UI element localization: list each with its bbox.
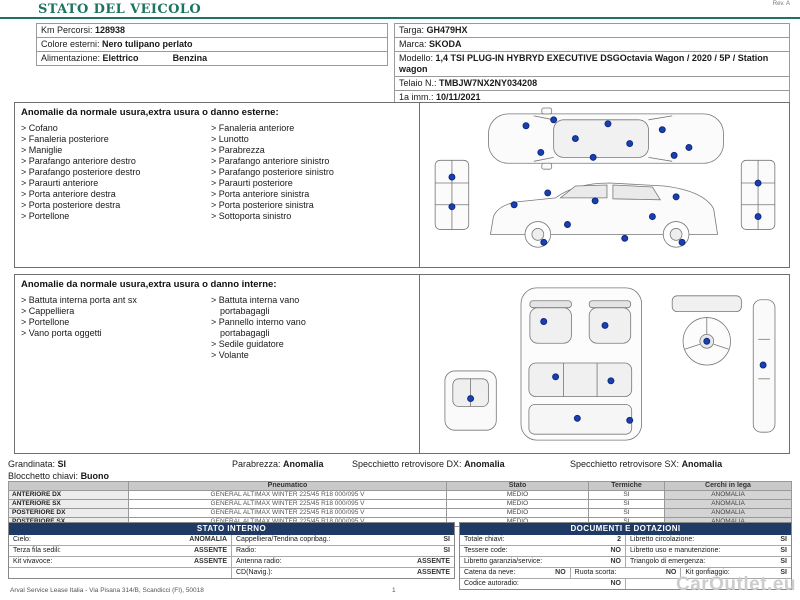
status-value: Anomalia [681,459,723,469]
tires-header-cell: Pneumatico [129,482,447,491]
anomaly-item: > Lunotto [211,134,249,144]
info-row [37,52,387,65]
pair-cell [9,557,231,567]
damage-dot [572,136,578,142]
damage-dot [673,194,679,200]
anomaly-item: > Sedile guidatore [211,339,284,349]
field-label: Targa: [399,25,427,35]
damage-dot [511,202,517,208]
field-label: Telaio N.: [399,78,440,88]
interior-car-diagram [427,280,783,448]
pair-value: SI [780,558,787,565]
pair-label: Triangolo di emergenza: [630,558,706,565]
pair-row [9,535,454,546]
damage-dot [537,149,543,155]
pair-cell [460,568,570,578]
damage-dot [605,121,611,127]
pair-value: SI [780,536,787,543]
pair-value: NO [555,569,566,576]
anomaly-item: > Paraurti posteriore [211,178,293,188]
pair-row [460,546,791,557]
pair-cell [9,568,231,578]
pair-cell [9,546,231,556]
stato-interno-title: STATO INTERNO [9,523,454,535]
pair-cell [460,579,625,589]
status-summary [8,459,792,481]
pair-row [460,535,791,546]
exterior-anomalies-title: Anomalie da normale usura,extra usura o danno esterne: [21,107,279,118]
field-label: Alimentazione: [41,53,103,63]
pair-label: Totale chiavi: [464,536,505,543]
footer-page-number: 1 [392,587,396,594]
tires-table [8,481,792,527]
anomaly-item: > Paraurti anteriore [21,178,99,188]
tires-header-cell: Stato [447,482,589,491]
pair-value: ASSENTE [416,569,450,576]
pair-cell [625,535,791,545]
damage-dot [679,239,685,245]
tire-cell: ANOMALIA [665,500,792,509]
interior-anomalies-list [15,275,419,453]
pair-value: ASSENTE [193,547,227,554]
damage-dot [448,204,454,210]
tire-row [9,491,792,500]
status-item [232,459,352,469]
pair-value: SI [780,569,788,576]
status-label: Specchietto retrovisore SX: [570,459,682,469]
status-line [8,459,792,469]
pair-value: NO [665,569,677,576]
damage-dot [649,214,655,220]
damage-dot [552,374,558,380]
status-item [8,459,232,469]
tire-cell: ANOMALIA [665,509,792,518]
status-label: Parabrezza: [232,459,284,469]
pair-value: SI [780,547,787,554]
tire-cell: GENERAL ALTIMAX WINTER 225/45 R18 000/095 V [129,509,447,518]
pair-value: ASSENTE [416,558,450,565]
damage-dot [607,378,613,384]
pair-value: NO [610,547,621,554]
pair-label: Radio: [236,547,257,554]
interior-col1 [21,295,211,361]
tire-cell: POSTERIORE DX [9,509,129,518]
field-value: Nero tulipano perlato [102,39,193,49]
anomaly-item: > Porta posteriore sinistra [211,200,314,210]
footer-address: Arval Service Lease Italia - Via Pisana 314/B, Scandicci (FI), 50018 [10,587,204,594]
status-label: Blocchetto chiavi: [8,471,79,481]
tire-row [9,500,792,509]
pair-cell [625,546,791,556]
damage-dot [626,141,632,147]
info-row [395,77,789,91]
info-row [37,24,387,38]
status-value: Anomalia [464,459,505,469]
tire-cell: ANTERIORE SX [9,500,129,509]
field-label: 1a imm.: [399,92,437,102]
anomaly-item: > Parafango anteriore destro [21,156,136,166]
info-row [395,24,789,38]
pair-value: ASSENTE [193,558,227,565]
exterior-car-diagram [427,106,783,264]
damage-dot [685,145,691,151]
pair-row [9,546,454,557]
anomaly-item: > Pannello interno vano portabagagli [211,317,306,338]
anomaly-item: > Maniglie [21,145,63,155]
tire-cell: ANTERIORE DX [9,491,129,500]
tire-cell: MEDIO [447,500,589,509]
anomaly-item: > Battuta interna porta ant sx [21,295,137,305]
anomaly-item: > Porta anteriore destra [21,189,116,199]
pair-cell [625,557,791,567]
damage-dot [671,152,677,158]
anomaly-item: > Parabrezza [211,145,265,155]
pair-row [9,557,454,568]
status-value: SI [57,459,67,469]
tires-table-head-row [9,482,792,491]
pair-label: Antenna radio: [236,558,282,565]
anomaly-item: > Portellone [21,211,70,221]
anomaly-item: > Cappelliera [21,306,75,316]
damage-dot [592,198,598,204]
pair-label: Kit vivavoce: [13,558,53,565]
damage-dot [574,415,580,421]
pair-cell [570,568,681,578]
field-value: SKODA [429,39,462,49]
status-item [352,459,570,469]
status-item [570,459,722,469]
tire-cell: GENERAL ALTIMAX WINTER 225/45 R18 000/095 V [129,491,447,500]
pair-label: Kit gonfiaggio: [685,569,730,576]
anomaly-item: > Battuta interna vano portabagagli [211,295,300,316]
pair-cell [460,535,625,545]
anomaly-item: > Cofano [21,123,58,133]
pair-label: Tessere code: [464,547,508,554]
anomaly-item: > Porta posteriore destra [21,200,121,210]
pair-row [460,557,791,568]
vehicle-info-left [36,23,388,66]
damage-dot [564,222,570,228]
field-label: Km Percorsi: [41,25,96,35]
tires-header-cell: Cerchi in lega [665,482,792,491]
field-value: 128938 [95,25,126,35]
damage-dot [659,127,665,133]
vehicle-info-right [394,23,790,105]
tire-row [9,509,792,518]
interior-col2 [211,295,351,361]
pair-cell [231,546,454,556]
status-line-2 [8,471,792,481]
interior-anomalies-box [14,274,790,454]
anomaly-item: > Volante [211,350,249,360]
pair-value: NO [610,558,621,565]
damage-dot [540,239,546,245]
exterior-anomalies-list [15,103,419,267]
damage-dot [448,174,454,180]
info-row [395,52,789,77]
tire-cell: SI [589,491,665,500]
interior-diagram-panel [419,275,789,453]
anomaly-item: > Portellone [21,317,70,327]
damage-dot [755,214,761,220]
pair-label: Ruota scorta: [574,569,617,576]
damage-dot [540,319,546,325]
exterior-col2 [211,123,401,222]
documenti-title: DOCUMENTI E DOTAZIONI [460,523,791,535]
tires-header-cell [9,482,129,491]
interior-anomalies-title: Anomalie da normale usura,extra usura o danno interne: [21,279,277,290]
pair-label: Catena da neve: [464,569,516,576]
report-header [0,0,800,19]
pair-cell [231,557,454,567]
page-title: STATO DEL VEICOLO [38,2,202,17]
status-value: Buono [80,471,110,481]
damage-dot [621,235,627,241]
anomaly-item: > Vano porta oggetti [21,328,102,338]
field-value: Benzina [172,53,208,63]
pair-value: NO [610,580,621,587]
pair-value: SI [443,547,450,554]
anomaly-item: > Fanaleria posteriore [21,134,109,144]
revision-label: Rev. A [772,1,790,7]
field-label: Modello: [399,53,436,63]
pair-cell [9,535,231,545]
anomaly-item: > Fanaleria anteriore [211,123,295,133]
pair-cell [460,557,625,567]
field-value: TMBJW7NX2NY034208 [439,78,538,88]
exterior-anomalies-box [14,102,790,268]
pair-label: Libretto circolazione: [630,536,695,543]
info-row [37,38,387,52]
damage-dot [523,123,529,129]
anomaly-item: > Parafango anteriore sinistro [211,156,330,166]
pair-label: Terza fila sedili: [13,547,61,554]
pair-label: Cielo: [13,536,31,543]
pair-cell [231,535,454,545]
info-row [395,38,789,52]
anomaly-item: > Porta anteriore sinistra [211,189,310,199]
tires-header-cell: Termiche [589,482,665,491]
pair-value: 2 [617,536,621,543]
damage-dot [760,362,766,368]
tire-cell: MEDIO [447,509,589,518]
tire-cell: SI [589,500,665,509]
stato-interno-table [8,522,455,579]
field-value: 10/11/2021 [436,92,481,102]
tire-cell: GENERAL ALTIMAX WINTER 225/45 R18 000/095 V [129,500,447,509]
pair-row [9,568,454,578]
damage-dot [755,180,761,186]
exterior-diagram-panel [419,103,789,267]
tire-cell: MEDIO [447,491,589,500]
pair-label: Libretto garanzia/service: [464,558,543,565]
anomaly-item: > Sottoporta sinistro [211,211,292,221]
exterior-col1 [21,123,211,222]
field-value: 1,4 TSI PLUG-IN HYBRYD EXECUTIVE DSGOctavia Wagon / 2020 / 5P / Station wagon [399,53,769,74]
tire-cell: ANOMALIA [665,491,792,500]
damage-dot [544,190,550,196]
stato-interno-body [9,535,454,578]
anomaly-item: > Parafango posteriore sinistro [211,167,334,177]
damage-dot [550,117,556,123]
pair-cell [231,568,454,578]
status-value: Anomalia [283,459,324,469]
damage-dot [626,417,632,423]
damage-dot [590,154,596,160]
watermark: CarOutlet.eu [675,574,796,595]
status-label: Specchietto retrovisore DX: [352,459,465,469]
damage-dot [467,396,473,402]
field-value: GH479HX [426,25,468,35]
status-label: Grandinata: [8,459,58,469]
pair-label: Libretto uso e manutenzione: [630,547,721,554]
pair-value: ANOMALIA [189,536,227,543]
pair-label: CD(Navig.): [236,569,273,576]
field-label: Marca: [399,39,430,49]
anomaly-item: > Parafango posteriore destro [21,167,141,177]
damage-dot [602,322,608,328]
pair-cell [460,546,625,556]
field-value: Elettrico [102,53,139,63]
pair-label: Codice autoradio: [464,580,519,587]
damage-dot [703,338,709,344]
pair-label: Cappelliera/Tendina copribag.: [236,536,331,543]
pair-value: SI [443,536,450,543]
tire-cell: SI [589,509,665,518]
field-label: Colore esterni: [41,39,103,49]
